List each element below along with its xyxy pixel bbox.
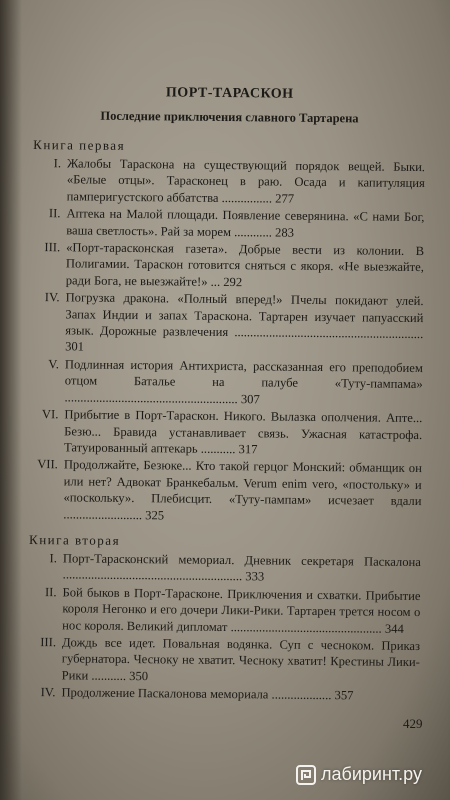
chapter-entry — [32, 205, 424, 242]
chapter-number: III. — [40, 635, 57, 650]
chapter-entry — [31, 289, 424, 359]
chapter-number: III. — [44, 240, 61, 255]
chapter-text: Аптека на Малой площади. Появление северянина. «С нами Бог, ваша светлость». Рай за морем ............ — [66, 206, 425, 240]
chapter-text: Бой быков в Порт-Тарасконе. Приключения и схватки. Прибытие короля Негонко и его дочери Лики-Рики. Тартарен трется носом о нос короля. Великий дипломат ................................................ — [62, 585, 421, 636]
chapter-text: Порт-Тарасконский мемориал. Дневник секретаря Паскалона ......................................................... — [62, 551, 421, 584]
chapter-text: Жалобы Тараскона на существующий порядок вещей. Быки. «Белые отцы». Тарасконец в раю. Осада и капитуляция памперигустского аббатства ................ — [66, 156, 426, 206]
book-section-2 — [27, 532, 421, 705]
chapter-page: 283 — [275, 225, 295, 240]
chapter-text: Дождь все идет. Повальная водянка. Суп с чесноком. Приказ губернатора. Чесноку не хватит. Чесноку хватит! Крестины Лики-Рики ........... — [61, 635, 421, 683]
chapter-page: 350 — [129, 668, 149, 684]
chapter-text: Прибытие в Порт-Тараскон. Никого. Вылазка ополчения. Апте... Безю... Бравида устанавливает связь. Ужасная катастрофа. Татуированный аптекарь ........... — [63, 407, 423, 457]
page-title: ПОРТ-ТАРАСКОН — [165, 85, 294, 102]
chapter-entry — [28, 634, 420, 687]
chapter-page: 357 — [334, 688, 354, 703]
book-section-1 — [29, 137, 425, 526]
labyrinth-logo-icon — [296, 765, 316, 785]
chapter-number: IV. — [44, 290, 60, 305]
chapter-page: 277 — [275, 191, 295, 206]
book-heading: Книга вторая — [29, 531, 121, 548]
chapter-number: I. — [49, 551, 57, 566]
chapter-number: VII. — [37, 457, 58, 472]
chapter-entry — [29, 456, 422, 526]
chapter-number: IV. — [40, 685, 56, 700]
chapter-page: 333 — [245, 569, 265, 584]
chapter-text: Подлинная история Антихриста, рассказанная его преподобием отцом Баталье на палубе «Туту-пампама» ....................................................... — [64, 357, 423, 406]
page-subtitle: Последние приключения славного Тартарена — [100, 108, 359, 126]
chapter-text: Продолжайте, Безюке... Кто такой герцог Монский: обманщик он или нет? Адвокат Бранкебальм. Verum enim vero, «постольку» и «поскольку». Плебисцит. «Туту-пампам» исчезает вдали ......................... — [63, 457, 422, 522]
chapter-entry — [28, 584, 420, 637]
chapter-number: I. — [53, 156, 62, 171]
chapter-page: 292 — [223, 274, 243, 290]
chapter-page: 325 — [145, 507, 165, 522]
chapter-text: Погрузка дракона. «Полный вперед!» Пчелы покидают улей. Запах Индии и запах Тараскона. Тартарен изучает папуасский язык. Дорожные развлечения ............................................................ — [65, 290, 424, 342]
chapter-page: 301 — [65, 339, 85, 355]
chapter-text: Продолжение Паскалонова мемориала ................... — [61, 685, 332, 703]
contents-block — [27, 70, 426, 706]
chapter-list — [29, 155, 425, 526]
chapter-entry — [30, 406, 422, 459]
book-heading: Книга первая — [33, 136, 126, 153]
chapter-number: V. — [48, 357, 59, 372]
chapter-number: II. — [44, 584, 57, 600]
chapter-entry — [33, 155, 425, 208]
chapter-page: 344 — [384, 621, 404, 636]
page-number: 429 — [403, 716, 423, 731]
chapter-entry — [29, 550, 421, 587]
chapter-entry — [27, 684, 419, 705]
chapter-page: 307 — [240, 391, 260, 407]
watermark — [296, 764, 422, 785]
watermark-text: лабиринт.ру — [321, 764, 422, 784]
chapter-number: II. — [48, 206, 61, 221]
chapter-text: «Порт-тарасконская газета». Добрые вести из колонии. В Полигамии. Тараскон готовится сняться с якоря. «Не выезжайте, ради Бога, не выезжайте!» ... — [65, 240, 425, 289]
chapter-list — [27, 550, 421, 705]
chapter-entry — [30, 356, 422, 409]
chapter-number: VI. — [41, 407, 59, 422]
chapter-page: 317 — [238, 442, 258, 457]
spine-shadow — [0, 0, 22, 800]
chapter-entry — [32, 239, 424, 292]
